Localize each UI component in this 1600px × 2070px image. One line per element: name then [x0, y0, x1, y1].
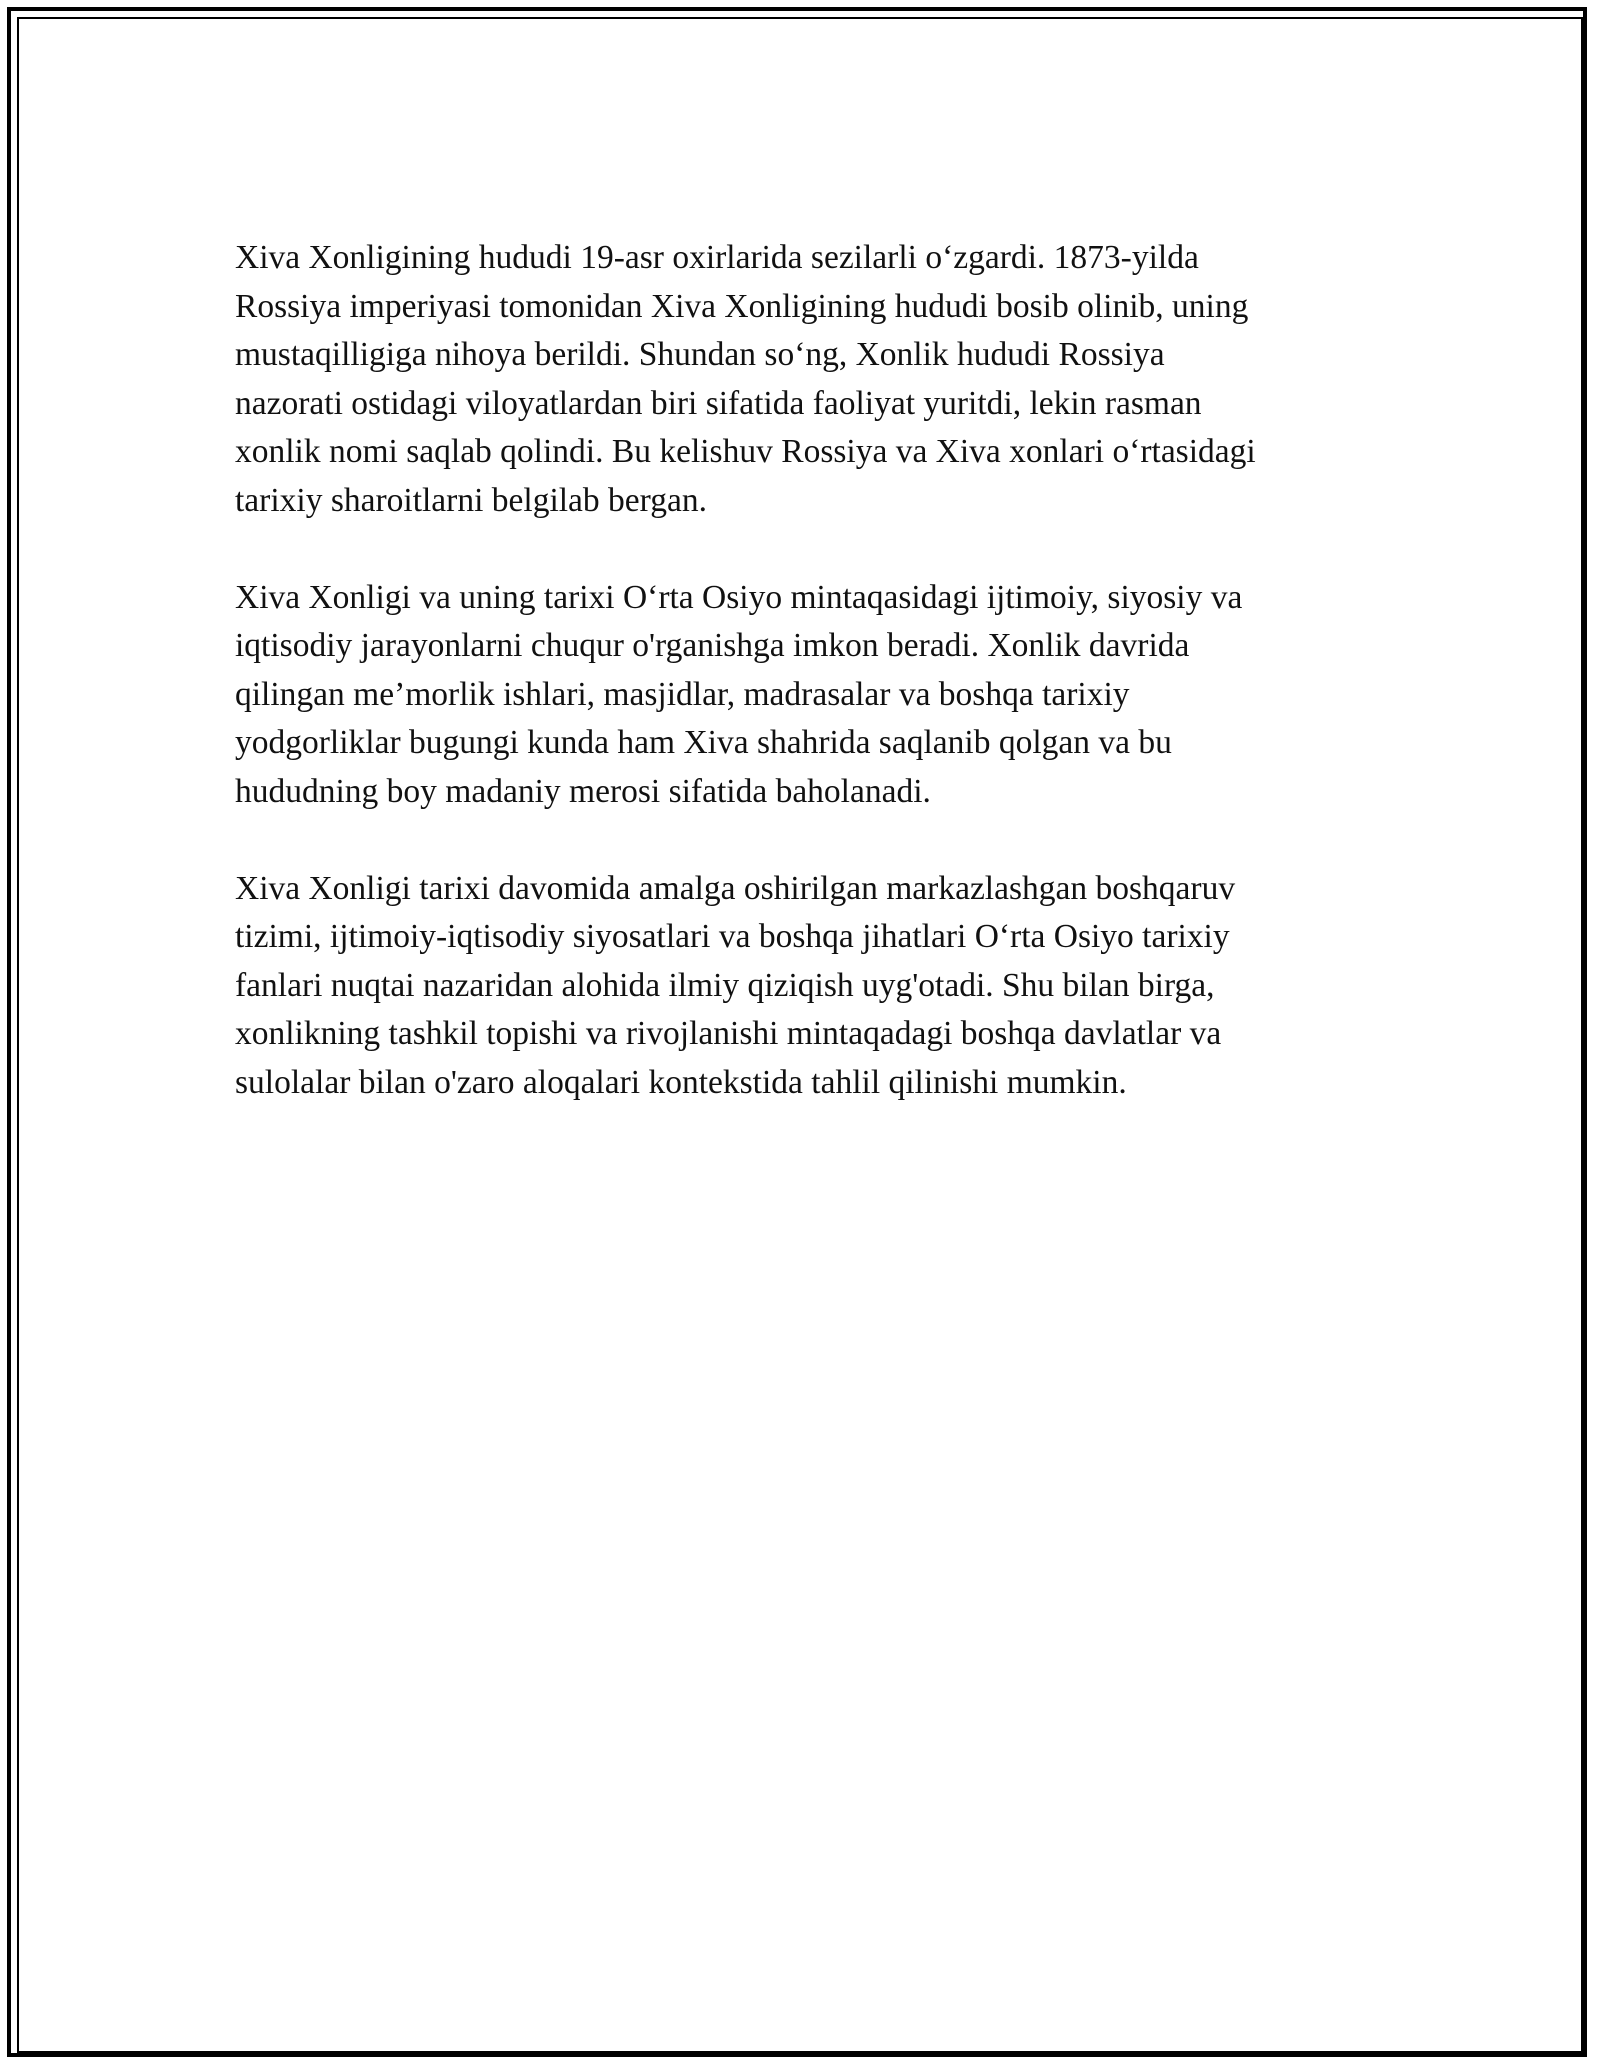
document-body: [235, 234, 1375, 1156]
paragraph-3: Xiva Xonligi tarixi davomida amalga oshirilgan markazlashgan boshqaruv tizimi, ijtimoiy-iqtisodiy siyosatlari va boshqa jihatlari O‘rta Osiyo tarixiy fanlari nuqtai nazaridan alohida ilmiy qiziqish uyg'otadi. Shu bilan birga, xonlikning tashkil topishi va rivojlanishi mintaqadagi boshqa davlatlar va sulolalar bilan o'zaro aloqalari kontekstida tahlil qilinishi mumkin.: [235, 869, 1236, 1101]
paragraph-1: Xiva Xonligining hududi 19-asr oxirlarida sezilarli o‘zgardi. 1873-yilda Rossiya imperiyasi tomonidan Xiva Xonligining hududi bosib olinib, uning mustaqilligiga nihoya berildi. Shundan so‘ng, Xonlik hududi Rossiya nazorati ostidagi viloyatlardan biri sifatida faoliyat yuritdi, lekin rasman xonlik nomi saqlab qolindi. Bu kelishuv Rossiya va Xiva xonlari o‘rtasidagi tarixiy sharoitlarni belgilab bergan.: [235, 239, 1256, 519]
paragraph-2: Xiva Xonligi va uning tarixi O‘rta Osiyo mintaqasidagi ijtimoiy, siyosiy va iqtisodiy jarayonlarni chuqur o'rganishga imkon beradi. Xonlik davrida qilingan me’morlik ishlari, masjidlar, madrasalar va boshqa tarixiy yodgorliklar bugungi kunda ham Xiva shahrida saqlanib qolgan va bu hududning boy madaniy merosi sifatida baholanadi.: [235, 578, 1243, 810]
